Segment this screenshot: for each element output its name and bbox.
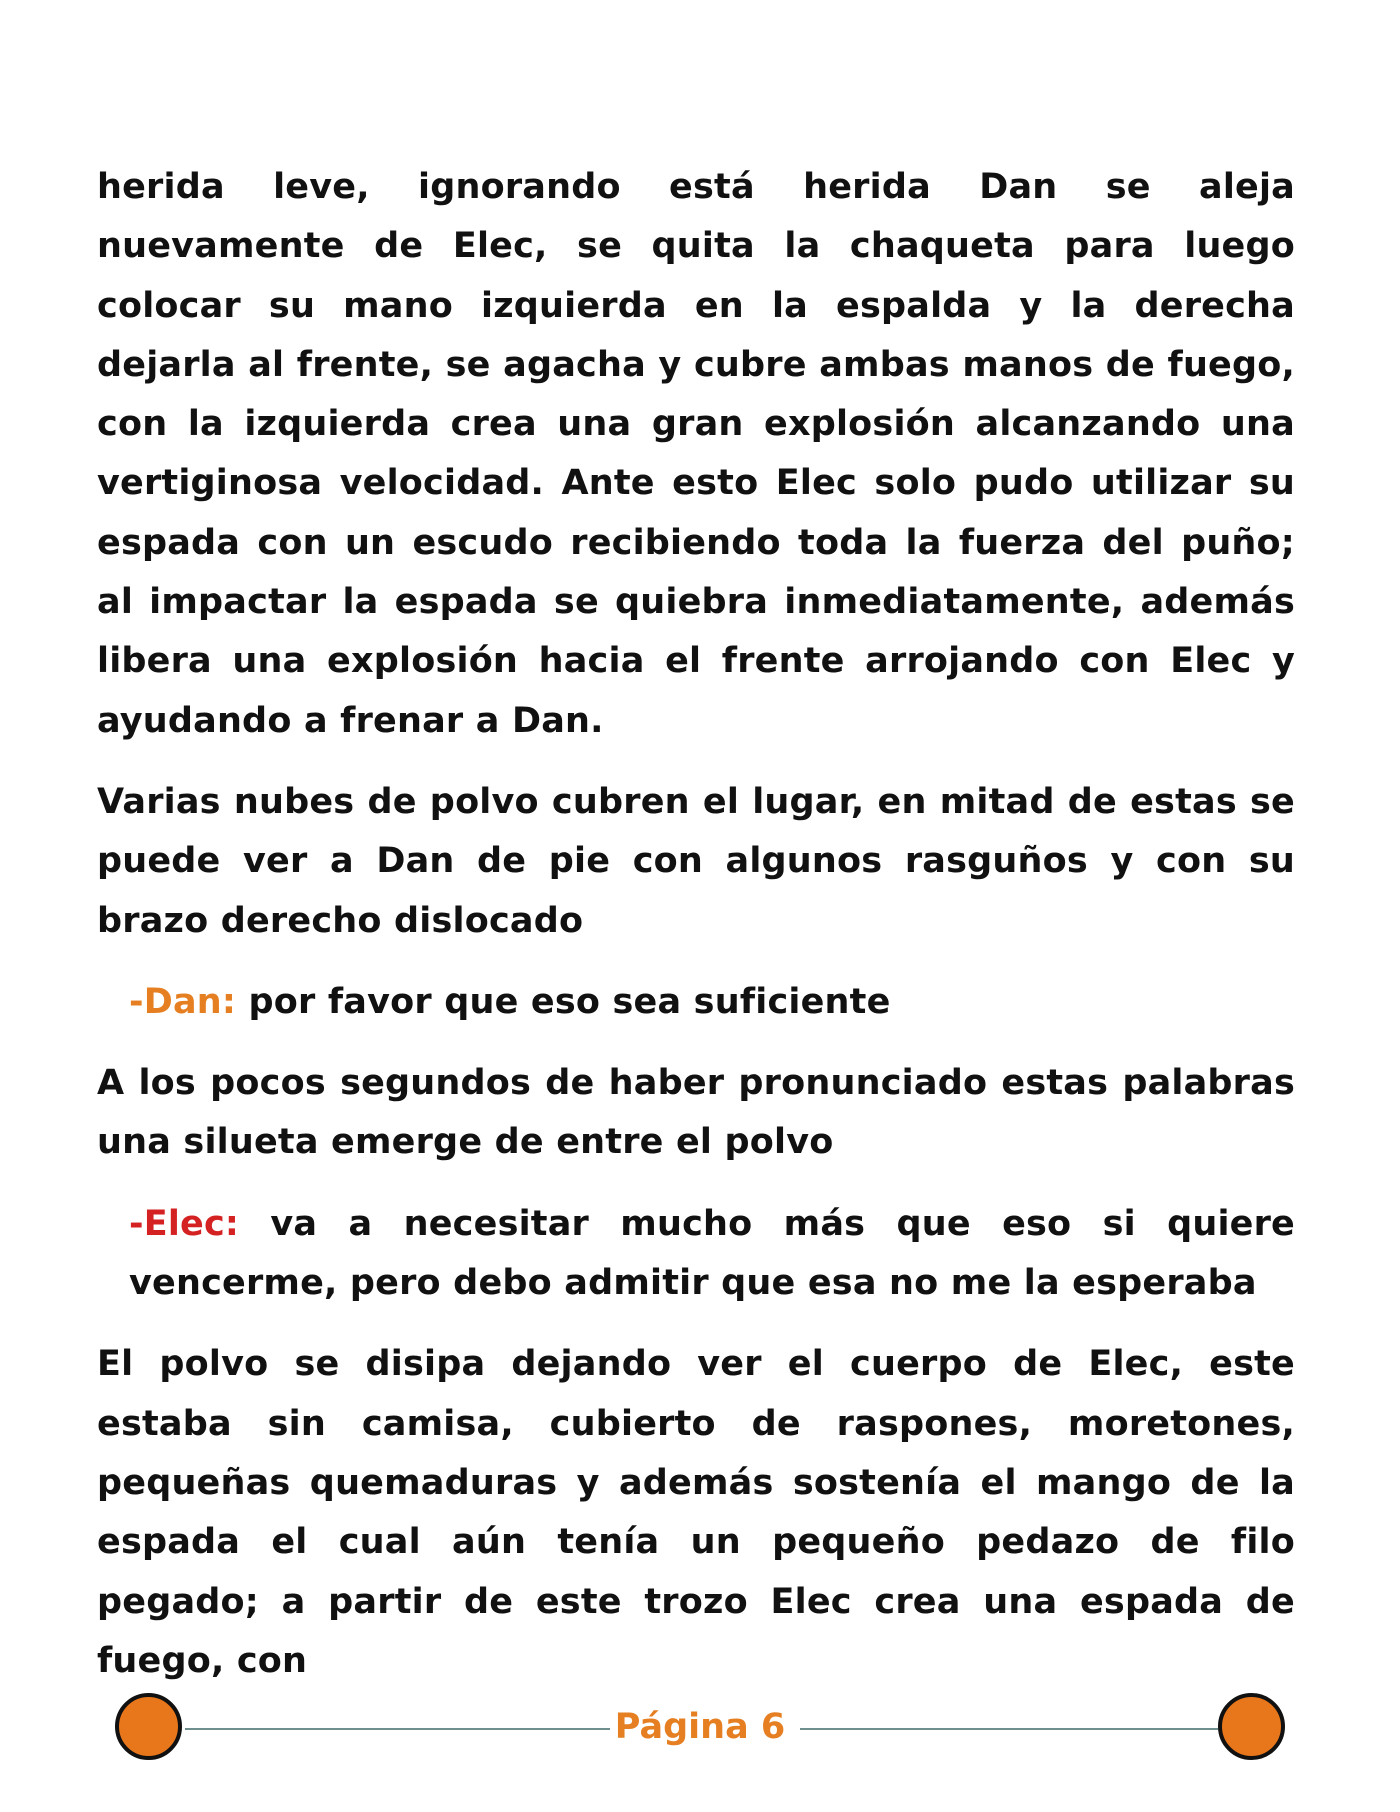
- page-number: Página 6: [614, 1707, 786, 1747]
- dialogue-elec-text: va a necesitar mucho más que eso si quiere vencerme, pero debo admitir que esa no me la esperaba: [129, 1203, 1295, 1304]
- footer-divider-left: [185, 1728, 610, 1730]
- dialogue-dan: [129, 973, 1295, 1032]
- page-footer: [0, 1690, 1400, 1770]
- dialogue-elec: [129, 1195, 1295, 1314]
- speaker-dan: -Dan:: [129, 981, 237, 1022]
- paragraph-2: Varias nubes de polvo cubren el lugar, en mitad de estas se puede ver a Dan de pie con algunos rasguños y con su brazo derecho dislocado: [97, 781, 1295, 941]
- dialogue-dan-text: por favor que eso sea suficiente: [236, 981, 891, 1022]
- paragraph-4: El polvo se disipa dejando ver el cuerpo de Elec, este estaba sin camisa, cubierto de raspones, moretones, pequeñas quemaduras y además sostenía el mango de la espada el cual aún tenía un pequeño pedazo de filo pegado; a partir de este trozo Elec crea una espada de fuego, con: [97, 1344, 1295, 1681]
- footer-circle-left-icon: [115, 1693, 182, 1760]
- paragraph-1: herida leve, ignorando está herida Dan se aleja nuevamente de Elec, se quita la chaqueta para luego colocar su mano izquierda en la espalda y la derecha dejarla al frente, se agacha y cubre ambas manos de fuego, con la izquierda crea una gran explosión alcanzando una vertiginosa velocidad. Ante esto Elec solo pudo utilizar su espada con un escudo recibiendo toda la fuerza del puño; al impactar la espada se quiebra inmediatamente, además libera una explosión hacia el frente arrojando con Elec y ayudando a frenar a Dan.: [97, 167, 1295, 741]
- speaker-elec: -Elec:: [129, 1203, 240, 1244]
- footer-circle-right-icon: [1218, 1693, 1285, 1760]
- footer-divider-right: [800, 1728, 1218, 1730]
- paragraph-3: A los pocos segundos de haber pronunciado estas palabras una silueta emerge de entre el polvo: [97, 1063, 1295, 1163]
- page-body: [97, 158, 1295, 1713]
